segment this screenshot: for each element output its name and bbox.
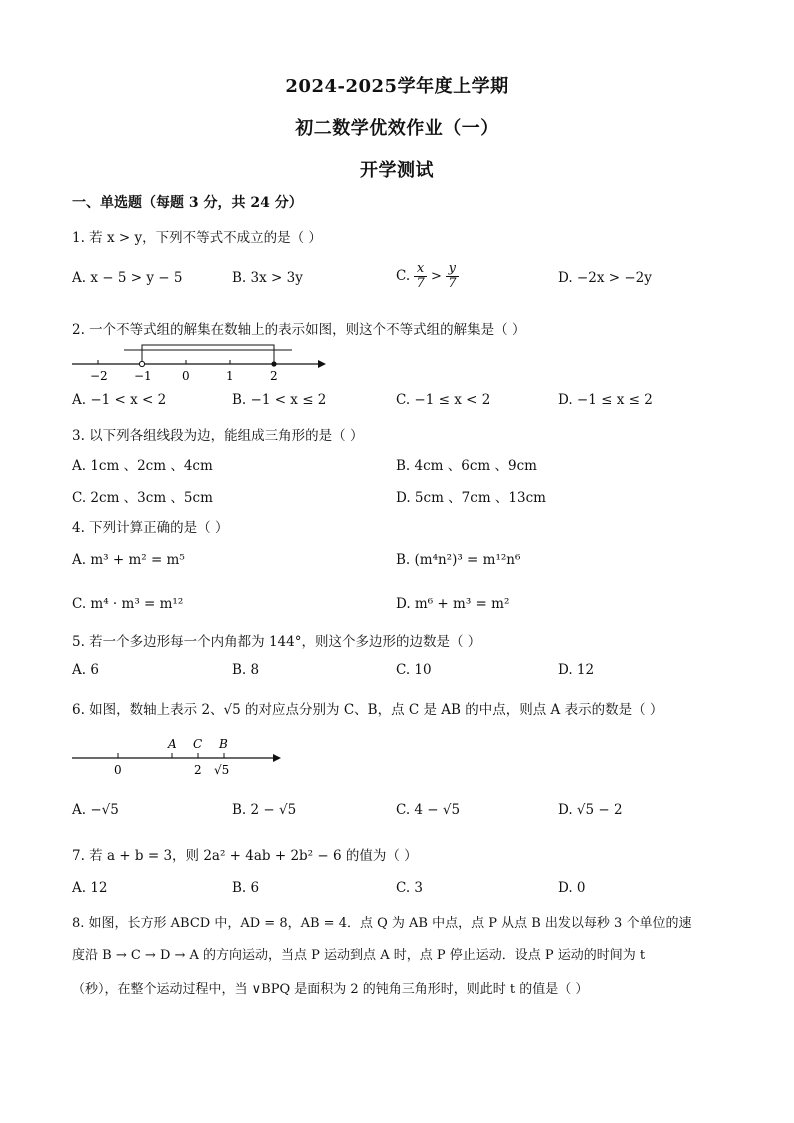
- tick-label: 2: [270, 369, 278, 383]
- q1-option-c-label: C.: [396, 268, 411, 284]
- page-title-year: 2024-2025学年度上学期: [285, 76, 509, 97]
- q6-option-c[interactable]: C. 4 − √5: [396, 802, 461, 818]
- frac-denominator: 7: [416, 276, 425, 291]
- q6-option-b[interactable]: B. 2 − √5: [232, 802, 297, 818]
- q1-option-a[interactable]: A. x − 5 > y − 5: [72, 270, 183, 286]
- question-8-line-3: （秒），在整个运动过程中，当 ∨BPQ 是面积为 2 的钝角三角形时，则此时 t 的值是（ ）: [72, 982, 589, 997]
- q5-option-c[interactable]: C. 10: [396, 662, 432, 678]
- arrow-head-icon: [273, 754, 281, 762]
- bracket-right-end: [142, 345, 274, 360]
- q1-option-b[interactable]: B. 3x > 3y: [232, 270, 303, 286]
- page-title-test: 开学测试: [360, 160, 434, 181]
- tick-label: 0: [182, 369, 190, 383]
- q6-option-d[interactable]: D. √5 − 2: [558, 802, 623, 818]
- tick-label-sqrt5: √5: [214, 763, 230, 777]
- page-title-course: 初二数学优效作业（一）: [295, 118, 499, 139]
- section-heading: 一、单选题（每题 3 分，共 24 分）: [72, 195, 303, 211]
- question-8-line-1: 8. 如图，长方形 ABCD 中，AD = 8，AB = 4．点 Q 为 AB 中点，点 P 从点 B 出发以每秒 3 个单位的速: [72, 916, 692, 931]
- question-1-stem: 1. 若 x > y，下列不等式不成立的是（ ）: [72, 230, 322, 246]
- question-2-stem: 2. 一个不等式组的解集在数轴上的表示如图，则这个不等式组的解集是（ ）: [72, 322, 526, 338]
- q5-option-b[interactable]: B. 8: [232, 662, 260, 678]
- q3-option-b[interactable]: B. 4cm 、6cm 、9cm: [396, 458, 537, 474]
- q6-option-a[interactable]: A. −√5: [72, 802, 119, 818]
- tick-label: −2: [90, 369, 108, 383]
- q2-option-b[interactable]: B. −1 < x ≤ 2: [232, 392, 327, 408]
- tick-label-two: 2: [194, 763, 202, 777]
- question-5-stem: 5. 若一个多边形每一个内角都为 144°，则这个多边形的边数是（ ）: [72, 634, 482, 650]
- q2-option-a[interactable]: A. −1 < x < 2: [72, 392, 167, 408]
- q4-option-d[interactable]: D. m⁶ + m³ = m²: [396, 596, 510, 612]
- closed-endpoint-dot: [271, 361, 276, 366]
- q6-number-line-figure: [68, 734, 288, 780]
- q4-option-c[interactable]: C. m⁴ · m³ = m¹²: [72, 596, 184, 612]
- fraction-y-over-7: [446, 262, 458, 291]
- q2-number-line-figure: [68, 340, 328, 386]
- q7-option-d[interactable]: D. 0: [558, 880, 586, 896]
- q7-option-c[interactable]: C. 3: [396, 880, 424, 896]
- q2-option-d[interactable]: D. −1 ≤ x ≤ 2: [558, 392, 653, 408]
- q5-option-a[interactable]: A. 6: [72, 662, 99, 678]
- q3-option-a[interactable]: A. 1cm 、2cm 、4cm: [72, 458, 213, 474]
- q2-option-c[interactable]: C. −1 ≤ x < 2: [396, 392, 491, 408]
- question-6-stem: 6. 如图，数轴上表示 2、√5 的对应点分别为 C、B，点 C 是 AB 的中点，则点 A 表示的数是（ ）: [72, 702, 664, 718]
- question-7-stem: 7. 若 a + b = 3，则 2a² + 4ab + 2b² − 6 的值为（ ）: [72, 848, 418, 864]
- fraction-x-over-7: [414, 262, 426, 291]
- frac-numerator: x: [414, 262, 426, 277]
- q1-option-c[interactable]: C. $\frac{x}{7}$ > $\frac{y}{7}$: [396, 261, 457, 291]
- arrow-head-icon: [318, 360, 326, 368]
- tick-label: −1: [134, 369, 152, 383]
- question-8-line-2: 度沿 B → C → D → A 的方向运动，当点 P 运动到点 A 时，点 P 停止运动．设点 P 运动的时间为 t: [72, 948, 646, 963]
- frac-numerator: y: [446, 262, 458, 277]
- q5-option-d[interactable]: D. 12: [558, 662, 595, 678]
- q3-option-d[interactable]: D. 5cm 、7cm 、13cm: [396, 490, 546, 506]
- question-4-stem: 4. 下列计算正确的是（ ）: [72, 520, 229, 536]
- frac-denominator: 7: [448, 276, 457, 291]
- point-c-label: C: [193, 737, 203, 751]
- q1-option-d[interactable]: D. −2x > −2y: [558, 270, 652, 286]
- q7-option-a[interactable]: A. 12: [72, 880, 108, 896]
- q4-option-a[interactable]: A. m³ + m² = m⁵: [72, 552, 185, 568]
- open-endpoint-dot: [139, 361, 144, 366]
- tick-label-zero: 0: [114, 763, 122, 777]
- point-a-label: A: [168, 737, 177, 751]
- q7-option-b[interactable]: B. 6: [232, 880, 260, 896]
- point-b-label: B: [219, 737, 228, 751]
- question-3-stem: 3. 以下列各组线段为边，能组成三角形的是（ ）: [72, 428, 364, 444]
- tick-label: 1: [226, 369, 234, 383]
- q3-option-c[interactable]: C. 2cm 、3cm 、5cm: [72, 490, 213, 506]
- q4-option-b[interactable]: B. (m⁴n²)³ = m¹²n⁶: [396, 552, 521, 568]
